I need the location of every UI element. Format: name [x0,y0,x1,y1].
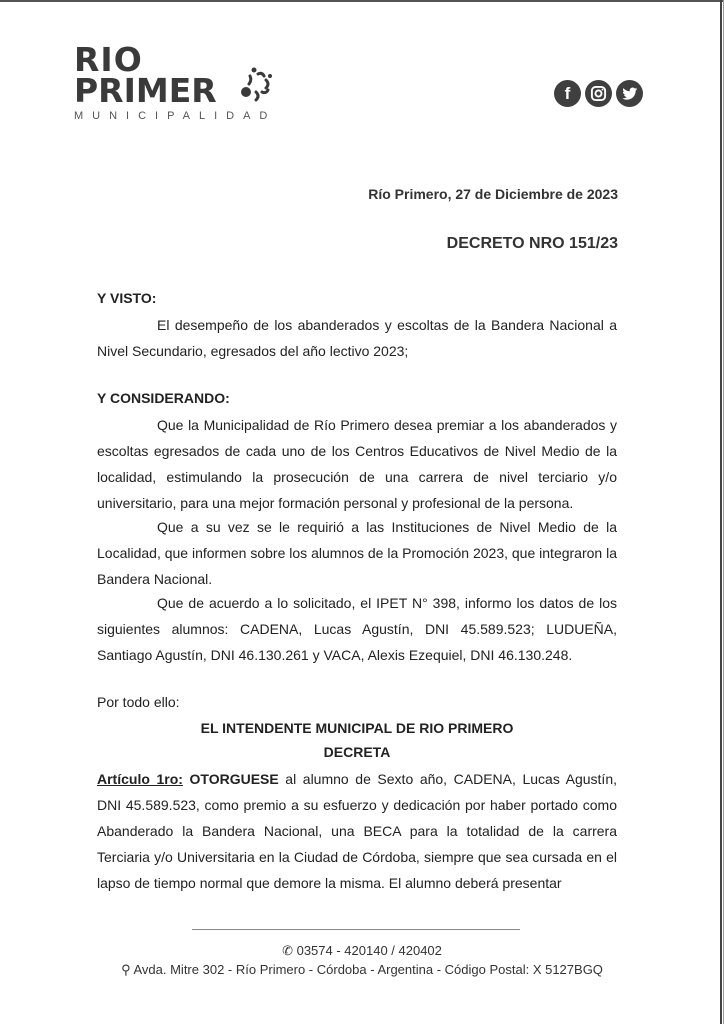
footer-divider [192,929,520,930]
visto-paragraph: El desempeño de los abanderados y escoltas de la Bandera Nacional a Nivel Secundario, egresados del año lectivo 2023; [97,317,617,359]
articulo-1-verb: OTORGUESE [189,771,279,787]
intendente-heading: EL INTENDENTE MUNICIPAL DE RIO PRIMERO [200,720,514,736]
logo-line-rio: RIO [74,40,143,79]
footer-phone [0,943,724,959]
logo-figure-icon [232,62,282,112]
articulo-1-label: Artículo 1ro: [97,771,183,787]
instagram-icon [585,80,612,107]
page-right-border [720,0,722,1024]
location-pin-icon: ⚲ [121,962,134,977]
twitter-icon [616,80,643,107]
visto-heading: Y VISTO: [97,290,157,306]
articulo-1-text: al alumno de Sexto año, CADENA, Lucas Agustín, DNI 45.589.523, como premio a su esfuerzo y dedicación por haber portado como Abanderado la Bandera Nacional, una BECA para la totalidad de la carrera Terciaria y/o Universitaria en la Ciudad de Córdoba, siempre que sea cursada en el lapso de tiempo normal que demore la misma. El alumno deberá presentar [97,771,617,891]
social-icons [554,80,643,108]
footer-address [0,962,724,978]
considerando-paragraph-3: Que de acuerdo a lo solicitado, el IPET N° 398, informo los datos de los siguientes alumnos: CADENA, Lucas Agustín, DNI 45.589.523; LUDUEÑA, Santiago Agustín, DNI 46.130.261 y VACA, Alexis Ezequiel, DNI 46.130.248. [97,595,617,663]
por-todo-ello: Por todo ello: [97,694,180,710]
decree-number: DECRETO NRO 151/23 [446,235,618,252]
logo-subtitle: MUNICIPALIDAD [74,110,277,122]
phone-icon: ✆ [282,943,297,958]
considerando-heading: Y CONSIDERANDO: [97,390,230,406]
footer-phone-text: 03574 - 420140 / 420402 [296,943,442,958]
page-top-border [0,0,724,2]
articulo-1 [97,766,617,896]
footer-address-text: Avda. Mitre 302 - Río Primero - Córdoba - Argentina - Código Postal: X 5127BGQ [133,962,603,977]
considerando-paragraph-2: Que a su vez se le requirió a las Instituciones de Nivel Medio de la Localidad, que informen sobre los alumnos de la Promoción 2023, que integraron la Bandera Nacional. [97,519,617,587]
logo-line-primer: PRIMER [74,71,217,110]
document-date: Río Primero, 27 de Diciembre de 2023 [368,186,618,202]
municipality-logo [74,40,294,130]
considerando-paragraph-1: Que la Municipalidad de Río Primero desea premiar a los abanderados y escoltas egresados de cada uno de los Centros Educativos de Nivel Medio de la localidad, estimulando la prosecución de una carrera de nivel terciario y/o universitario, para una mejor formación personal y profesional de la persona. [97,417,617,511]
facebook-icon: f [554,80,581,107]
decreta-heading: DECRETA [323,744,391,760]
